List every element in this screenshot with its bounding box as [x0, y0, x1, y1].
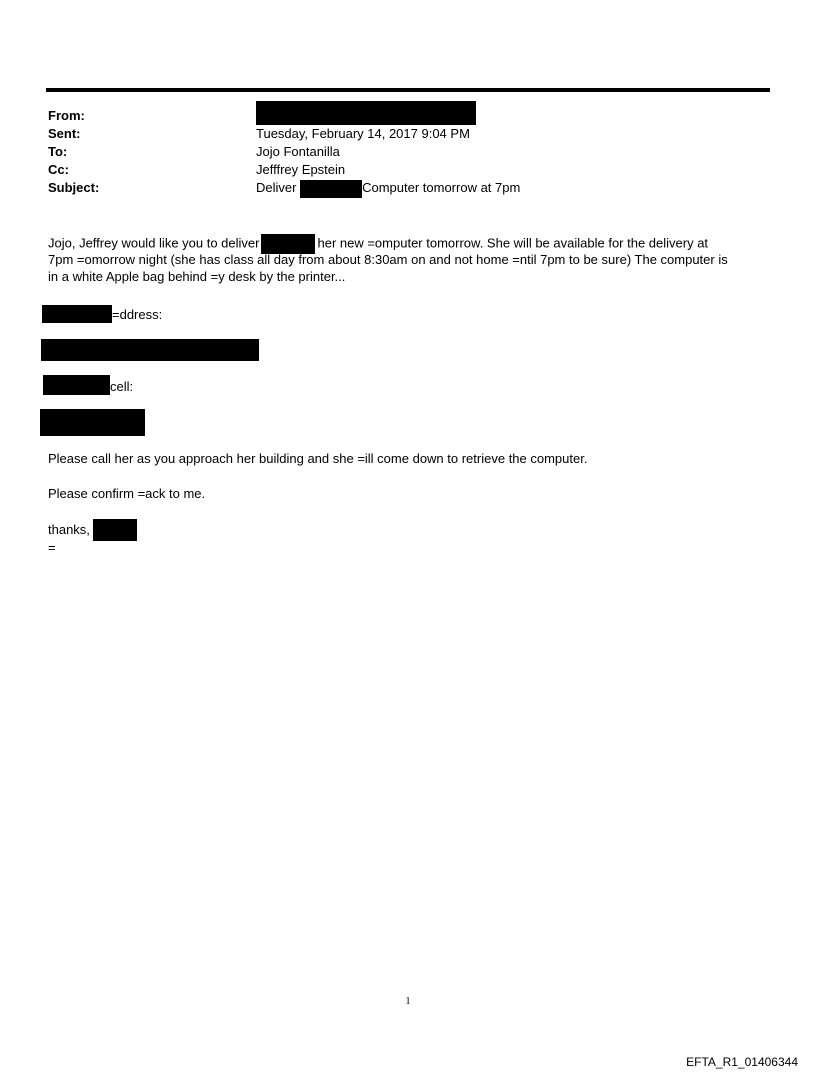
- address-redaction: [41, 339, 259, 361]
- thanks-text: thanks,: [48, 522, 90, 537]
- cell-number-redaction: [40, 409, 145, 436]
- sent-label: Sent:: [48, 126, 81, 141]
- cc-label: Cc:: [48, 162, 69, 177]
- to-value: Jojo Fontanilla: [256, 144, 340, 159]
- body-line-1b: her new =omputer tomorrow. She will be available for the delivery at: [317, 235, 709, 251]
- document-id: EFTA_R1_01406344: [686, 1055, 798, 1069]
- from-label: From:: [48, 108, 85, 123]
- cell-name-redaction: [43, 375, 110, 395]
- confirm-paragraph: Please confirm =ack to me.: [48, 486, 206, 501]
- call-paragraph: Please call her as you approach her building and she =ill come down to retrieve the computer.: [48, 451, 588, 466]
- trailing-equals: =: [48, 540, 56, 555]
- from-redaction: [256, 101, 476, 125]
- signature-redaction: [93, 519, 137, 541]
- body-line-1a: Jojo, Jeffrey would like you to deliver: [48, 235, 260, 251]
- to-label: To:: [48, 144, 68, 159]
- subject-suffix: Computer tomorrow at 7pm: [362, 180, 521, 195]
- address-label: =ddress:: [112, 307, 163, 322]
- subject-redaction: [300, 180, 362, 198]
- cc-value: Jefffrey Epstein: [256, 162, 346, 177]
- body-line-3: in a white Apple bag behind =y desk by the printer...: [48, 269, 346, 284]
- header-rule: [46, 88, 770, 92]
- subject-value: [256, 179, 520, 198]
- thanks-line: [48, 521, 90, 538]
- cell-label: cell:: [110, 379, 134, 394]
- address-name-redaction: [42, 305, 112, 323]
- body-line-2: 7pm =omorrow night (she has class all day from about 8:30am on and not home =ntil 7pm to be sure) The computer is: [48, 252, 728, 267]
- subject-label: Subject:: [48, 180, 100, 195]
- page-number: 1: [405, 996, 411, 1007]
- subject-prefix: Deliver: [256, 180, 297, 195]
- sent-value: Tuesday, February 14, 2017 9:04 PM: [256, 126, 470, 141]
